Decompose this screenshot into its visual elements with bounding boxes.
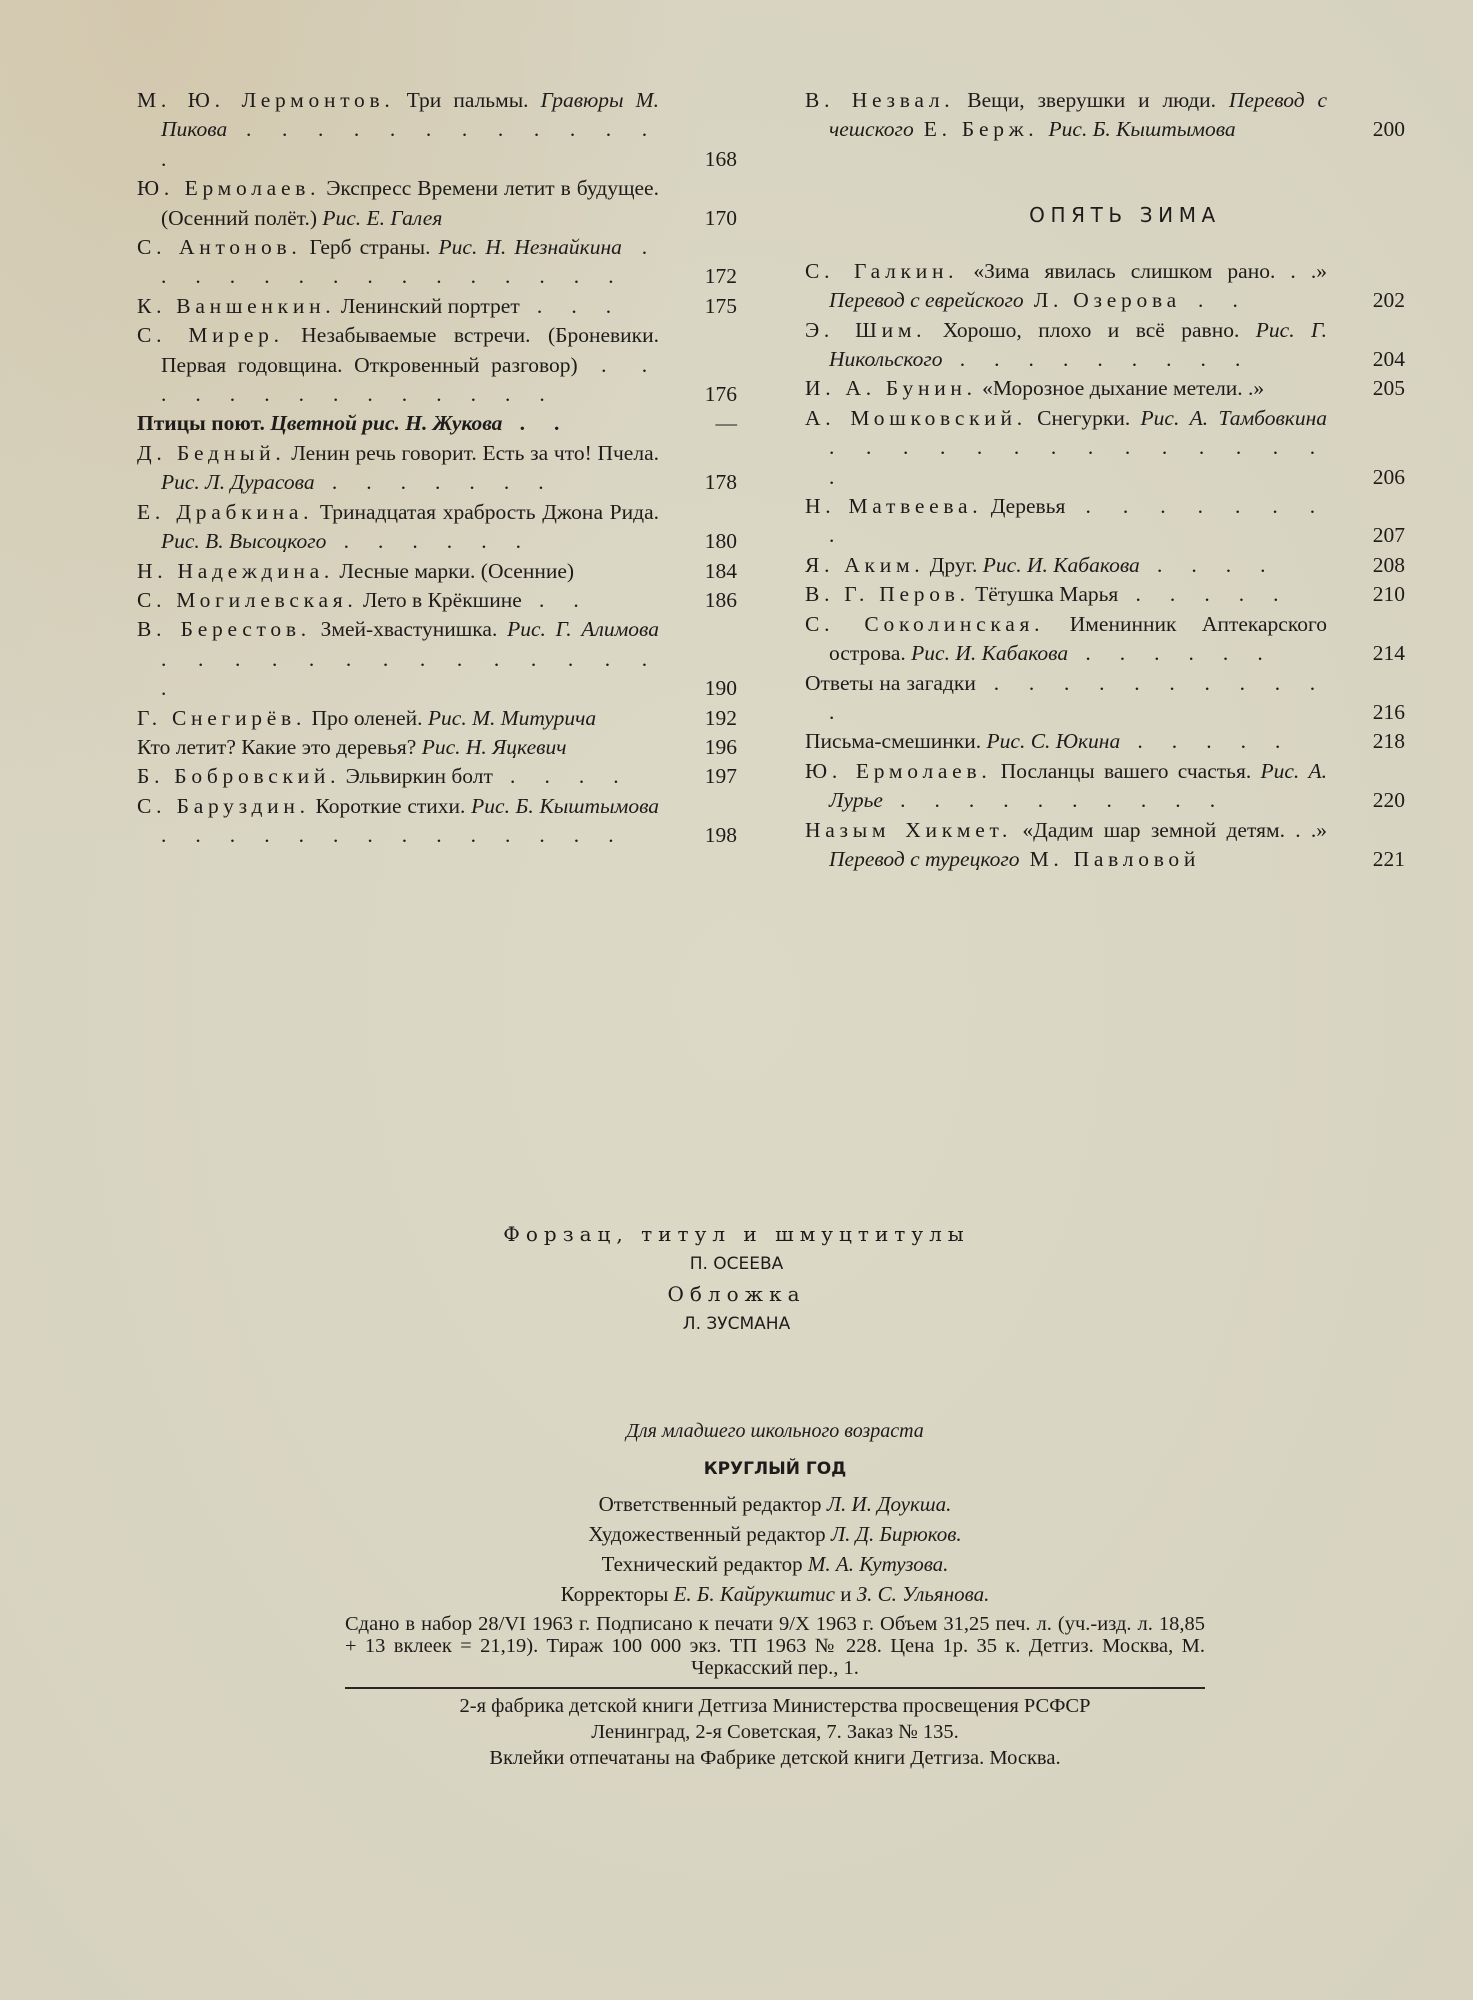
toc-translator: Е. Берж. xyxy=(913,117,1049,142)
toc-entry-text xyxy=(137,409,737,438)
toc-author: Н. Надеждина. xyxy=(137,558,335,583)
toc-page-number: 184 xyxy=(704,558,737,583)
illustration-credits xyxy=(0,1222,1473,1334)
toc-author: К. Ваншенкин. xyxy=(137,293,336,318)
toc-author: В. Незвал. xyxy=(805,88,955,112)
toc-entry xyxy=(137,615,737,703)
toc-author: С. Антонов. xyxy=(137,235,302,260)
toc-page-number: 178 xyxy=(704,470,737,495)
toc-leader-dots: . . . . . . . . . . . . . . xyxy=(161,352,659,407)
toc-entry xyxy=(805,257,1405,316)
toc-entry-text xyxy=(805,757,1405,816)
toc-title: Короткие стихи. xyxy=(309,793,472,818)
toc-page-number: 170 xyxy=(704,205,737,230)
toc-author: С. Галкин. xyxy=(805,258,959,283)
toc-illustrator: Перевод с чешского xyxy=(829,88,1327,142)
toc-entry-text xyxy=(137,292,737,321)
toc-entry xyxy=(805,757,1405,816)
toc-illustrator: Рис. Л. Дурасова xyxy=(161,470,315,495)
toc-entry xyxy=(137,174,737,233)
toc-illustrator: Рис. А. Тамбовкина xyxy=(1140,405,1327,430)
toc-leader-dots: . . . . . . . . . . . . . xyxy=(161,117,659,171)
toc-title: Змей-хвастунишка. xyxy=(310,617,508,642)
toc-title: Про оленей. xyxy=(306,705,428,730)
toc-title: Посланцы вашего счастья. xyxy=(991,758,1261,783)
printer-line: Ленинград, 2-я Советская, 7. Заказ № 135. xyxy=(591,1721,959,1743)
toc-author: С. Соколинская. xyxy=(805,611,1045,636)
toc-entry-text xyxy=(805,610,1405,669)
credit-name: П. ОСЕЕВА xyxy=(689,1254,784,1274)
toc-entry xyxy=(137,586,737,615)
toc-page-number: 197 xyxy=(704,764,737,789)
toc-author: С. Могилевская. xyxy=(137,587,358,612)
toc-page-number: — xyxy=(715,411,737,436)
toc-illustrator: Рис. С. Юкина xyxy=(986,729,1121,754)
toc-page-number: 202 xyxy=(1372,288,1405,313)
toc-illustrator: Рис. Н. Незнайкина xyxy=(438,235,622,260)
toc-translator: Л. Озерова xyxy=(1023,288,1181,313)
imprint xyxy=(345,1420,1205,1769)
editor-role: Ответственный редактор xyxy=(598,1492,827,1516)
toc-entry xyxy=(805,404,1405,492)
toc-leader-dots: . . . . . . xyxy=(326,529,533,554)
toc-title: Кто летит? Какие это деревья? xyxy=(137,734,422,759)
toc-entry-text xyxy=(137,321,737,409)
toc-title: Ответы на загадки xyxy=(805,670,976,695)
toc-title: Герб страны. xyxy=(301,235,439,260)
editor-name: З. С. Ульянова. xyxy=(856,1582,990,1606)
toc-title: Снегурки. xyxy=(1026,405,1141,430)
toc-title: Ленин речь говорит. Есть за что! Пчела. xyxy=(285,440,659,465)
toc-title: «Зима явилась слишком рано. . .» xyxy=(958,258,1327,283)
toc-title: Письма-смешинки. xyxy=(805,729,987,754)
toc-leader-dots: . . . . . . . . . . . . . . . xyxy=(829,435,1327,489)
toc-page-number: 192 xyxy=(704,705,737,730)
toc-entry-text xyxy=(805,316,1405,375)
toc-page-number: 216 xyxy=(1372,699,1405,724)
editor-line xyxy=(345,1519,1205,1549)
toc-page-number: 172 xyxy=(704,264,737,289)
toc-title: Хорошо, плохо и всё равно. xyxy=(926,317,1256,342)
editor-name: Л. Д. Бирюков. xyxy=(830,1522,962,1546)
toc-title: Друг. xyxy=(924,552,983,577)
toc-leader-dots: . . xyxy=(502,411,572,436)
toc-page-number: 214 xyxy=(1372,641,1405,666)
toc-leader-dots: . . . . . . . xyxy=(314,470,556,495)
toc-page-number: 221 xyxy=(1372,846,1405,871)
toc-page-number: 186 xyxy=(704,587,737,612)
toc-leader-dots: . . . . . . . . . . . xyxy=(829,670,1328,724)
publication-details: Сдано в набор 28/VI 1963 г. Подписано к печати 9/X 1963 г. Объем 31,25 печ. л. (уч.-изд. л. 18,85 + 13 вклеек = 21,19). Тираж 100 000 экз. ТП 1963 № 228. Цена 1р. 35 к. Детгиз. Москва, М. Черкасский пер., 1. xyxy=(345,1613,1205,1679)
credit-name: Л. ЗУСМАНА xyxy=(682,1314,791,1334)
toc-entry xyxy=(137,233,737,292)
toc-author: Ю. Ермолаев. xyxy=(137,176,321,201)
toc-illustrator: Цветной рис. Н. Жукова xyxy=(270,411,503,436)
toc-title: Три пальмы. xyxy=(394,88,541,112)
book-title: КРУГЛЫЙ ГОД xyxy=(703,1459,847,1479)
toc-entry-text xyxy=(137,733,737,762)
toc-leader-dots: . . xyxy=(521,587,591,612)
toc-title: Птицы поют. xyxy=(137,411,271,436)
toc-page-number: 196 xyxy=(704,734,737,759)
toc-title: Тринадцатая храбрость Джона Рида. xyxy=(313,499,659,524)
toc-leader-dots: . . . xyxy=(519,293,623,318)
toc-title: Деревья xyxy=(982,494,1066,519)
toc-entry-text xyxy=(805,404,1405,492)
toc-entry-text xyxy=(137,498,737,557)
toc-page-number: 168 xyxy=(704,146,737,171)
toc-author: Б. Бобровский. xyxy=(137,764,341,789)
toc-page-number: 198 xyxy=(704,823,737,848)
toc-leader-dots: . . . . . . . . . xyxy=(942,347,1253,372)
toc-author: С. Баруздин. xyxy=(137,793,310,818)
toc-entry-text xyxy=(137,762,737,791)
toc-title: Вещи, зверушки и люди. xyxy=(954,88,1229,112)
toc-leader-dots: . . . . xyxy=(492,764,631,789)
toc-author: Я. Аким. xyxy=(805,552,925,577)
toc-entry xyxy=(137,557,737,586)
toc-entry-text xyxy=(137,233,737,292)
toc-entry-text xyxy=(805,669,1405,728)
toc-title: Незабываемые встречи. (Броневики. Первая годовщина. Откровенный разговор) xyxy=(161,323,660,377)
toc-author: В. Г. Перов. xyxy=(805,582,970,607)
toc-page-number: 220 xyxy=(1372,788,1405,813)
toc-title: Лето в Крёкшине xyxy=(357,587,522,612)
toc-leader-dots: . . . . xyxy=(1139,552,1278,577)
credit-line: Обложка xyxy=(667,1282,806,1306)
toc-page-number: 218 xyxy=(1372,729,1405,754)
toc-author: А. Мошковский. xyxy=(805,405,1027,430)
toc-entry-text xyxy=(805,374,1405,403)
toc-entry xyxy=(805,374,1405,403)
editor-role: Художественный редактор xyxy=(588,1522,831,1546)
toc-leader-dots: . . . . . . . . . . . . . . . xyxy=(161,646,659,701)
toc-author: В. Берестов. xyxy=(137,617,311,642)
toc-illustrator: Рис. Б. Кыштымова xyxy=(1048,117,1236,142)
toc-leader-dots: . . . . . . xyxy=(1068,641,1275,666)
toc-illustrator: Перевод с еврейского xyxy=(829,288,1024,313)
toc-leader-dots: . . . . . . . . . . . . . . xyxy=(161,823,626,848)
toc-entry-text xyxy=(137,439,737,498)
toc-entry xyxy=(137,704,737,733)
toc-page-number: 200 xyxy=(1372,117,1405,142)
toc-leader-dots: . . xyxy=(1180,288,1250,313)
toc-entry-text xyxy=(805,551,1405,580)
editor-line xyxy=(345,1579,1205,1609)
toc-illustrator: Рис. И. Кабакова xyxy=(982,552,1140,577)
toc-entry-text xyxy=(805,727,1405,756)
editor-name: М. А. Кутузова. xyxy=(807,1552,949,1576)
toc-page-number: 175 xyxy=(704,293,737,318)
toc-entry xyxy=(805,492,1405,551)
divider xyxy=(345,1687,1205,1689)
toc-illustrator: Рис. А. Лурье xyxy=(829,758,1327,813)
toc-entry xyxy=(805,551,1405,580)
toc-entry-text xyxy=(805,816,1405,875)
toc-entry xyxy=(137,409,737,438)
toc-entry xyxy=(137,86,737,174)
printer-line: 2-я фабрика детской книги Детгиза Министерства просвещения РСФСР xyxy=(459,1695,1091,1717)
toc-title: Эльвиркин болт xyxy=(340,764,493,789)
toc-entry xyxy=(805,669,1405,728)
toc-leader-dots: . . . . . . . . xyxy=(829,494,1327,548)
toc-entry-text xyxy=(137,174,737,233)
toc-entry-text xyxy=(137,86,737,174)
toc-title: Тётушка Марья xyxy=(969,582,1119,607)
toc-entry xyxy=(805,580,1405,609)
editor-name: Л. И. Доукша. xyxy=(826,1492,952,1516)
toc-entry xyxy=(137,292,737,321)
editor-line xyxy=(345,1549,1205,1579)
toc-entry xyxy=(137,321,737,409)
toc-author: С. Мирер. xyxy=(137,323,284,348)
toc-entry xyxy=(137,762,737,791)
toc-translator: М. Павловой xyxy=(1019,846,1201,871)
toc-entry xyxy=(805,727,1405,756)
toc-title: «Морозное дыхание метели. .» xyxy=(976,376,1265,401)
toc-entry xyxy=(805,86,1405,145)
toc-author: Н. Матвеева. xyxy=(805,494,983,519)
toc-entry-text xyxy=(805,580,1405,609)
toc-page-number: 190 xyxy=(704,676,737,701)
toc-title: Ленинский портрет xyxy=(335,293,520,318)
toc-title: «Дадим шар земной детям. . .» xyxy=(1012,817,1327,842)
toc-author: М. Ю. Лермонтов. xyxy=(137,88,395,112)
editor-line xyxy=(345,1489,1205,1519)
toc-illustrator: Рис. Е. Галея xyxy=(322,205,443,230)
toc-author: Д. Бедный. xyxy=(137,440,286,465)
toc-illustrator: Рис. И. Кабакова xyxy=(911,641,1069,666)
toc-page-number: 206 xyxy=(1372,464,1405,489)
toc-left-column xyxy=(137,86,737,851)
toc-illustrator: Гравюры М. Пикова xyxy=(161,88,659,142)
toc-entry-text xyxy=(805,492,1405,551)
toc-leader-dots: . . . . . xyxy=(1120,729,1293,754)
toc-page-number: 204 xyxy=(1372,347,1405,372)
editor-name: Е. Б. Кайрукштис xyxy=(673,1582,835,1606)
toc-illustrator: Перевод с турецкого xyxy=(829,846,1020,871)
toc-entry-text xyxy=(805,86,1405,145)
toc-entry xyxy=(137,792,737,851)
toc-entry-text xyxy=(137,704,737,733)
toc-page-number: 210 xyxy=(1372,582,1405,607)
toc-leader-dots: . . . . . . . . . . . . . . . xyxy=(161,235,659,289)
editors-list xyxy=(345,1489,1205,1609)
toc-entry xyxy=(137,733,737,762)
toc-page-number: 207 xyxy=(1372,523,1405,548)
toc-illustrator: Рис. Н. Яцкевич xyxy=(421,734,567,759)
age-group: Для младшего школьного возраста xyxy=(626,1420,924,1442)
toc-author: Э. Шим. xyxy=(805,317,927,342)
printer-line: Вклейки отпечатаны на Фабрике детской книги Детгиза. Москва. xyxy=(489,1747,1061,1769)
credit-line: Форзац, титул и шмуцтитулы xyxy=(503,1222,970,1246)
toc-page-number: 176 xyxy=(704,382,737,407)
toc-entry xyxy=(137,498,737,557)
editor-role: Корректоры xyxy=(560,1582,674,1606)
toc-leader-dots: . . . . . xyxy=(1118,582,1291,607)
toc-entry xyxy=(805,610,1405,669)
toc-title: Именинник Аптекарского острова. xyxy=(829,611,1327,666)
toc-illustrator: Рис. Г. Никольского xyxy=(829,317,1327,372)
toc-page-number: 208 xyxy=(1372,552,1405,577)
toc-entry-text xyxy=(137,615,737,703)
toc-author: Назым Хикмет. xyxy=(805,817,1013,842)
toc-entry-text xyxy=(137,792,737,851)
editor-joiner: и xyxy=(834,1582,857,1606)
toc-author: Е. Драбкина. xyxy=(137,499,314,524)
toc-entry xyxy=(137,439,737,498)
toc-page-number: 205 xyxy=(1372,376,1405,401)
toc-entry-text xyxy=(137,557,737,586)
toc-title: Экспресс Времени летит в будущее. (Осенний полёт.) xyxy=(161,176,659,230)
toc-entry xyxy=(805,316,1405,375)
toc-author: Ю. Ермолаев. xyxy=(805,758,992,783)
toc-right-column xyxy=(805,86,1405,874)
toc-illustrator: Рис. Г. Алимова xyxy=(507,617,659,642)
section-heading: ОПЯТЬ ЗИМА xyxy=(1029,202,1221,227)
toc-entry-text xyxy=(137,586,737,615)
toc-illustrator: Рис. Б. Кыштымова xyxy=(471,793,660,818)
toc-entry xyxy=(805,816,1405,875)
toc-illustrator: Рис. В. Высоцкого xyxy=(161,529,327,554)
toc-leader-dots: . . . . . . . . . . xyxy=(882,788,1227,813)
editor-role: Технический редактор xyxy=(601,1552,808,1576)
toc-entry-text xyxy=(805,257,1405,316)
toc-author: И. А. Бунин. xyxy=(805,376,977,401)
toc-title: Лесные марки. (Осенние) xyxy=(334,558,575,583)
toc-illustrator: Рис. М. Митурича xyxy=(427,705,597,730)
toc-page-number: 180 xyxy=(704,529,737,554)
toc-author: Г. Снегирёв. xyxy=(137,705,307,730)
